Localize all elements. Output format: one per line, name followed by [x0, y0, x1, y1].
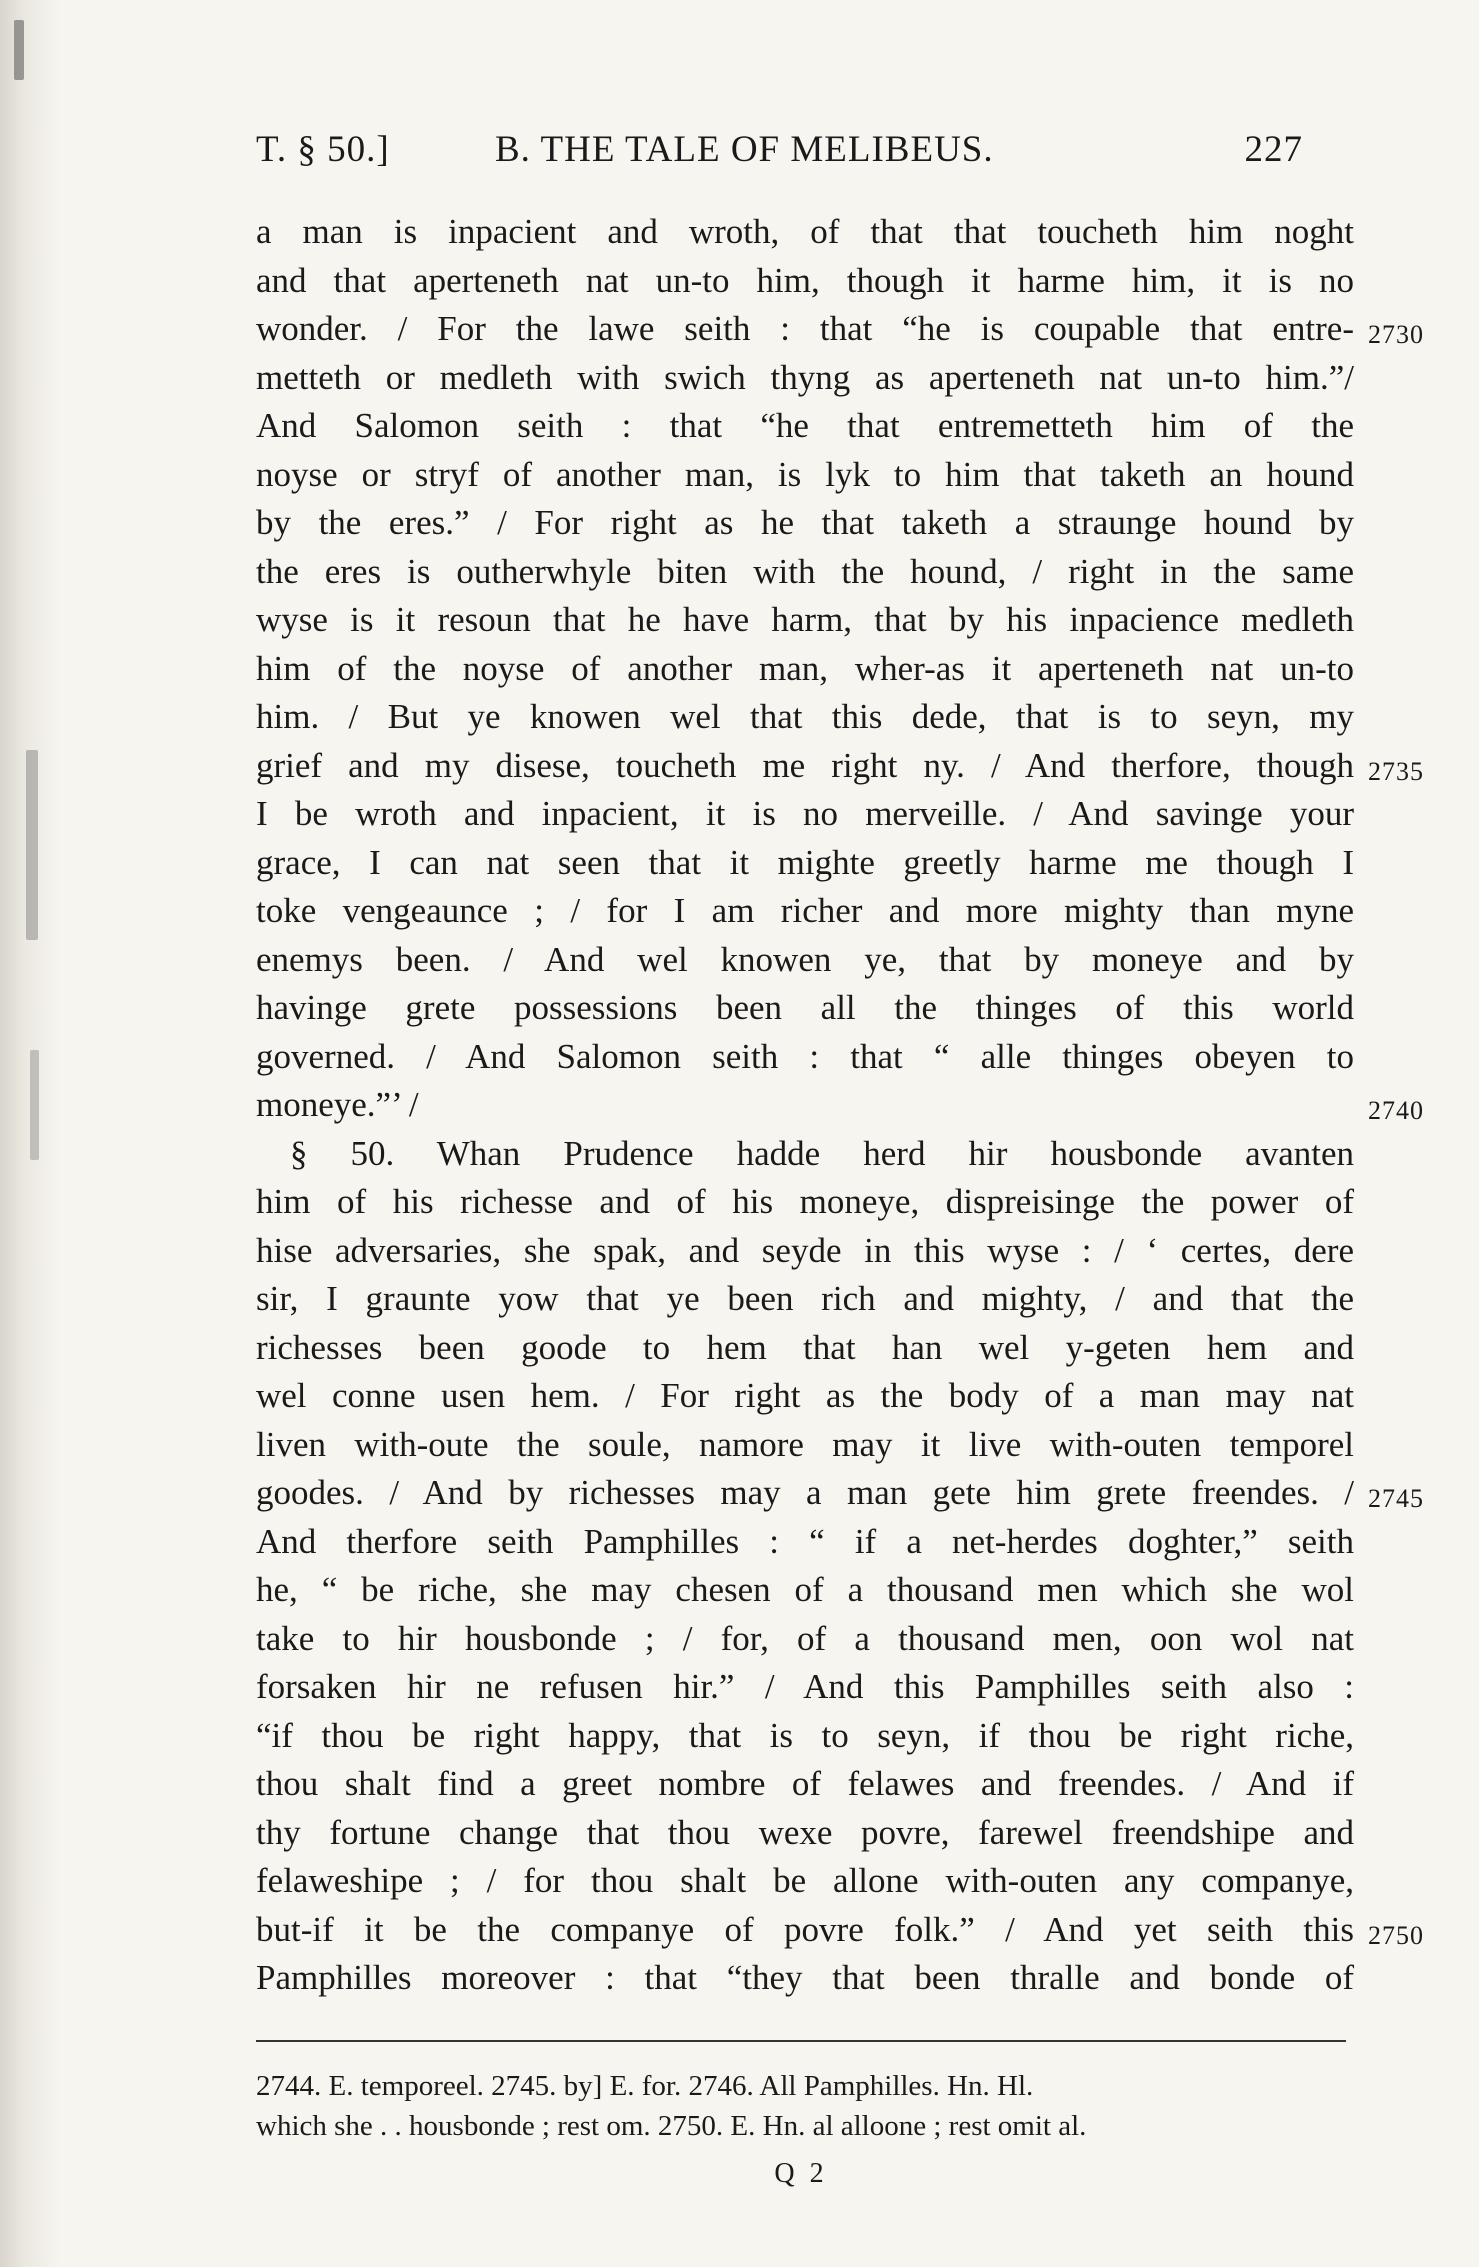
- text-line: [256, 1033, 1356, 1082]
- text-line: [256, 742, 1424, 791]
- line-text: wyse is it resoun that he have harm, that by his inpacience medleth: [256, 600, 1354, 639]
- line-text: him of his richesse and of his moneye, dispreisinge the power of: [256, 1182, 1354, 1221]
- text-line: [256, 1469, 1424, 1518]
- footnote-rule: [256, 2040, 1346, 2042]
- line-text: take to hir housbonde ; / for, of a thousand men, oon wol nat: [256, 1618, 1354, 1658]
- line-text: forsaken hir ne refusen hir.” / And this Pamphilles seith also :: [256, 1667, 1354, 1706]
- text-line: [256, 1275, 1356, 1324]
- text-line: [256, 354, 1356, 403]
- line-text: grief and my disese, toucheth me right ny. / And therfore, though: [256, 745, 1354, 785]
- line-text: the eres is outherwhyle biten with the hound, / right in the same: [256, 551, 1354, 591]
- text-line: [256, 1081, 1424, 1130]
- line-text: felaweshipe ; / for thou shalt be allone with-outen any companye,: [256, 1861, 1354, 1900]
- line-number: 2730: [1368, 320, 1424, 349]
- line-text: him of the noyse of another man, wher-as it aperteneth nat un-to: [256, 648, 1354, 688]
- line-text: wonder. / For the lawe seith : that “he is coupable that entre-: [256, 309, 1354, 348]
- text-line: [256, 596, 1356, 645]
- text-line: [256, 1663, 1356, 1712]
- text-line: [256, 1227, 1356, 1276]
- footnote-line: [256, 2066, 1356, 2106]
- section-reference: T. § 50.]: [256, 129, 390, 170]
- line-text: wel conne usen hem. / For right as the body of a man may nat: [256, 1376, 1354, 1415]
- text-line: [256, 1906, 1424, 1955]
- text-line: [256, 305, 1424, 354]
- line-text: toke vengeaunce ; / for I am richer and more mighty than myne: [256, 891, 1354, 930]
- line-text: him. / But ye knowen wel that this dede, that is to seyn, my: [256, 697, 1354, 736]
- line-text: thy fortune change that thou wexe povre, farewel freendshipe and: [256, 1812, 1354, 1852]
- line-number: 2735: [1368, 756, 1424, 786]
- line-text: a man is inpacient and wroth, of that that toucheth him noght: [256, 212, 1354, 251]
- text-line: [256, 1178, 1356, 1227]
- line-text: enemys been. / And wel knowen ye, that by moneye and by: [256, 939, 1354, 979]
- line-text: And Salomon seith : that “he that entremetteth him of the: [256, 406, 1354, 445]
- text-line: [256, 1324, 1356, 1373]
- text-line: [256, 548, 1356, 597]
- line-text: sir, I graunte yow that ye been rich and mighty, / and that the: [256, 1279, 1354, 1318]
- line-text: noyse or stryf of another man, is lyk to him that taketh an hound: [256, 454, 1354, 494]
- line-text: Pamphilles moreover : that “they that been thralle and bonde of: [256, 1958, 1354, 1997]
- footnote-line: [256, 2106, 1356, 2146]
- body-text: [256, 208, 1424, 2003]
- text-line: [256, 645, 1356, 694]
- text-line: [256, 208, 1356, 257]
- scan-speck: [30, 1050, 39, 1160]
- line-text: and that aperteneth nat un-to him, though it harme him, it is no: [256, 260, 1354, 300]
- text-line: [256, 451, 1356, 500]
- line-text: hise adversaries, she spak, and seyde in this wyse : / ‘ certes, dere: [256, 1230, 1354, 1270]
- line-number: 2740: [1368, 1096, 1424, 1125]
- text-line: [256, 1857, 1356, 1906]
- line-text: moneye.”’ /: [256, 1085, 419, 1124]
- text-line: [256, 1760, 1356, 1809]
- line-text: liven with-oute the soule, namore may it live with-outen temporel: [256, 1424, 1354, 1464]
- line-text: And therfore seith Pamphilles : “ if a net-herdes doghter,” seith: [256, 1521, 1354, 1561]
- line-text: but-if it be the companye of povre folk.” / And yet seith this: [256, 1909, 1354, 1949]
- text-line: [256, 1809, 1356, 1858]
- page-number: 227: [1244, 129, 1303, 170]
- text-line: [256, 1566, 1356, 1615]
- footnote-text: which she . . housbonde ; rest om. 2750. E. Hn. al alloone ; rest omit al.: [256, 2110, 1087, 2142]
- running-title: B. THE TALE OF MELIBEUS.: [495, 129, 994, 170]
- line-text: I be wroth and inpacient, it is no merveille. / And savinge your: [256, 794, 1354, 833]
- text-line: [256, 1421, 1356, 1470]
- footnote-text: 2744. E. temporeel. 2745. by] E. for. 2746. All Pamphilles. Hn. Hl.: [256, 2070, 1034, 2102]
- running-header: [256, 128, 1356, 178]
- line-text: by the eres.” / For right as he that taketh a straunge hound by: [256, 503, 1354, 542]
- line-number: 2750: [1368, 1920, 1424, 1950]
- line-text: grace, I can nat seen that it mighte greetly harme me though I: [256, 842, 1354, 882]
- line-text: he, “ be riche, she may chesen of a thousand men which she wol: [256, 1570, 1354, 1609]
- text-line: [256, 887, 1356, 936]
- text-line: [256, 257, 1356, 306]
- line-number: 2745: [1368, 1484, 1424, 1513]
- text-line: [256, 693, 1356, 742]
- scan-speck: [14, 20, 24, 80]
- line-text: goodes. / And by richesses may a man gete him grete freendes. /: [256, 1473, 1354, 1512]
- footnotes: [256, 2066, 1356, 2146]
- line-text: § 50. Whan Prudence hadde herd hir housbonde avanten: [290, 1133, 1354, 1173]
- text-line: [256, 1518, 1356, 1567]
- text-line: [256, 1712, 1356, 1761]
- text-line: [256, 790, 1356, 839]
- line-text: thou shalt find a greet nombre of felawes and freendes. / And if: [256, 1764, 1354, 1803]
- line-text: metteth or medleth with swich thyng as aperteneth nat un-to him.”/: [256, 357, 1354, 397]
- text-line: [256, 1615, 1356, 1664]
- text-line: [256, 984, 1356, 1033]
- line-text: richesses been goode to hem that han wel y-geten hem and: [256, 1327, 1354, 1367]
- line-text: governed. / And Salomon seith : that “ alle thinges obeyen to: [256, 1036, 1354, 1076]
- text-line: [256, 839, 1356, 888]
- text-line: [256, 936, 1356, 985]
- text-line: [256, 402, 1356, 451]
- text-line: [256, 499, 1356, 548]
- text-line: [256, 1372, 1356, 1421]
- text-line: [256, 1954, 1356, 2003]
- line-text: havinge grete possessions been all the thinges of this world: [256, 988, 1354, 1027]
- line-text: “if thou be right happy, that is to seyn, if thou be right riche,: [256, 1715, 1354, 1755]
- scan-speck: [26, 750, 38, 940]
- text-line: [256, 1130, 1356, 1179]
- signature-mark: Q 2: [774, 2158, 828, 2189]
